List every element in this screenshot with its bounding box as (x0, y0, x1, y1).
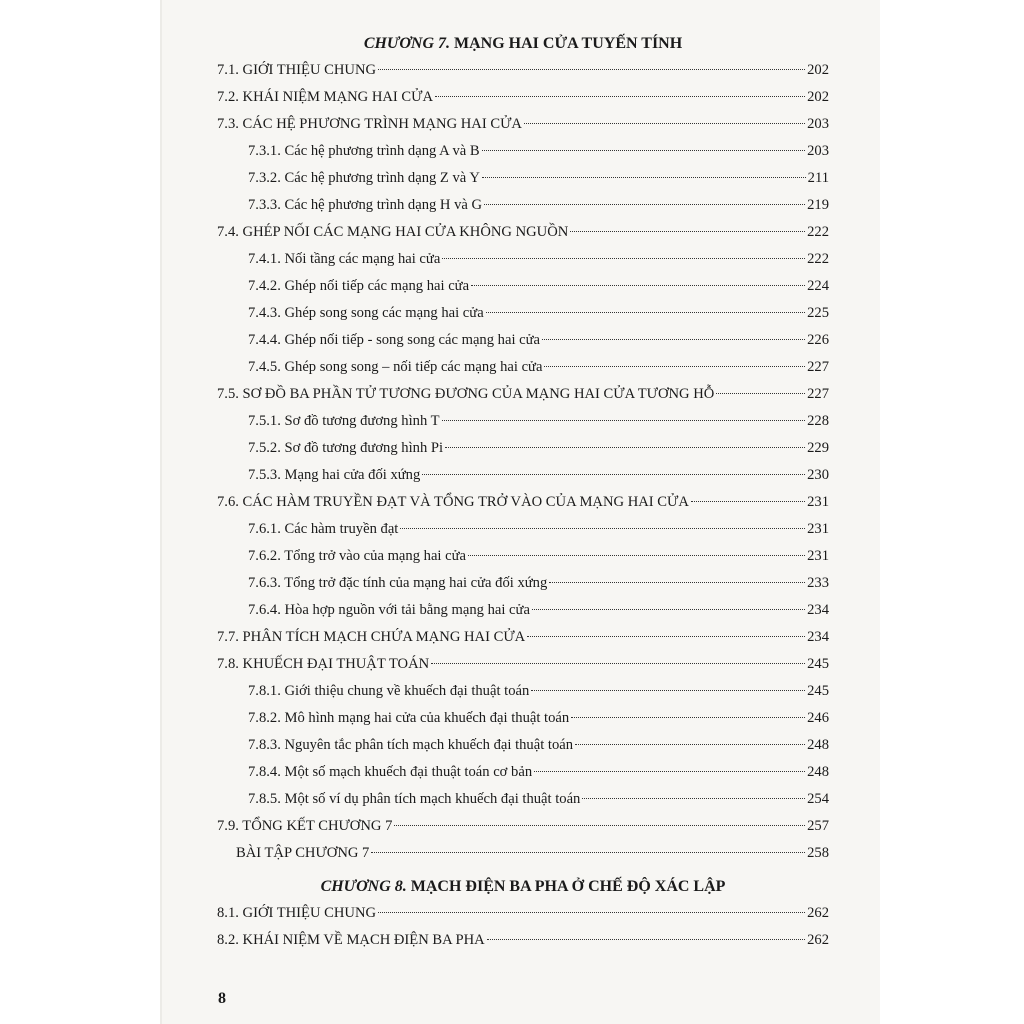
entry-title: 7.6. CÁC HÀM TRUYỀN ĐẠT VÀ TỔNG TRỞ VÀO CỦA MẠNG HAI CỬA (217, 494, 689, 510)
dot-leader (400, 528, 805, 529)
dot-leader (532, 609, 805, 610)
toc-subentry (217, 678, 829, 705)
entry-title: 7.4.5. Ghép song song – nối tiếp các mạng hai cửa (248, 359, 543, 375)
dot-leader (471, 285, 805, 286)
entry-page: 262 (807, 905, 829, 921)
entry-title: 7.8.1. Giới thiệu chung về khuếch đại thuật toán (248, 683, 530, 699)
dot-leader (484, 204, 805, 205)
entry-title: 7.8.5. Một số ví dụ phân tích mạch khuếch đại thuật toán (248, 791, 581, 807)
toc-subentry (217, 570, 829, 597)
entry-title: 7.8. KHUẾCH ĐẠI THUẬT TOÁN (217, 656, 430, 672)
entry-page: 258 (807, 845, 829, 861)
dot-leader (442, 258, 805, 259)
dot-leader (527, 636, 805, 637)
dot-leader (549, 582, 805, 583)
entry-title: 7.2. KHÁI NIỆM MẠNG HAI CỬA (217, 89, 434, 105)
entry-title: 8.2. KHÁI NIỆM VỀ MẠCH ĐIỆN BA PHA (217, 932, 485, 948)
toc-subentry (217, 327, 829, 354)
entry-title: 7.6.2. Tổng trở vào của mạng hai cửa (248, 548, 466, 564)
entry-title: 7.6.3. Tổng trở đặc tính của mạng hai cửa đối xứng (248, 575, 548, 591)
chapter-title: MẠCH ĐIỆN BA PHA Ở CHẾ ĐỘ XÁC LẬP (406, 878, 726, 895)
dot-leader (487, 939, 805, 940)
dot-leader (582, 798, 805, 799)
chapter-title: MẠNG HAI CỬA TUYẾN TÍNH (450, 35, 683, 52)
toc-subentry (217, 786, 829, 813)
entry-title: 7.8.2. Mô hình mạng hai cửa của khuếch đại thuật toán (248, 710, 570, 726)
entry-title: 7.6.4. Hòa hợp nguồn với tải bằng mạng hai cửa (248, 602, 530, 618)
entry-title: 7.4.1. Nối tầng các mạng hai cửa (248, 251, 441, 267)
dot-leader (531, 690, 805, 691)
chapter-label: CHƯƠNG 8. (320, 878, 407, 895)
dot-leader (544, 366, 805, 367)
entry-title: 7.5. SƠ ĐỒ BA PHẦN TỬ TƯƠNG ĐƯƠNG CỦA MẠNG HAI CỬA TƯƠNG HỖ (217, 386, 715, 402)
entry-page: 257 (807, 818, 829, 834)
toc-subentry (217, 516, 829, 543)
entry-page: 248 (807, 764, 829, 780)
entry-title: 8.1. GIỚI THIỆU CHUNG (217, 905, 377, 921)
toc-subentry (217, 354, 829, 381)
entry-page: 245 (807, 683, 829, 699)
dot-leader (691, 501, 805, 502)
entry-title: 7.6.1. Các hàm truyền đạt (248, 521, 399, 537)
toc-subentry (217, 597, 829, 624)
dot-leader (431, 663, 805, 664)
entry-title: 7.4.4. Ghép nối tiếp - song song các mạng hai cửa (248, 332, 541, 348)
toc-subentry (217, 543, 829, 570)
toc-entry (217, 381, 829, 408)
entry-page: 246 (807, 710, 829, 726)
toc-entry (217, 57, 829, 84)
entry-title: 7.8.4. Một số mạch khuếch đại thuật toán cơ bản (248, 764, 533, 780)
chapter-heading (217, 873, 829, 900)
dot-leader (486, 312, 805, 313)
dot-leader (716, 393, 805, 394)
dot-leader (482, 150, 805, 151)
entry-page: 233 (807, 575, 829, 591)
dot-leader (435, 96, 805, 97)
entry-page: 234 (807, 602, 829, 618)
entry-page: 231 (807, 548, 829, 564)
entry-title: 7.5.3. Mạng hai cửa đối xứng (248, 467, 421, 483)
entry-page: 203 (807, 143, 829, 159)
toc-entry (217, 813, 829, 840)
entry-page: 227 (807, 386, 829, 402)
entry-title: BÀI TẬP CHƯƠNG 7 (236, 845, 370, 861)
dot-leader (422, 474, 805, 475)
entry-page: 219 (807, 197, 829, 213)
page-number: 8 (218, 990, 226, 1007)
toc-subentry (217, 138, 829, 165)
entry-page: 231 (807, 494, 829, 510)
dot-leader (394, 825, 805, 826)
entry-page: 222 (807, 224, 829, 240)
dot-leader (534, 771, 805, 772)
toc-entry (217, 219, 829, 246)
entry-page: 231 (807, 521, 829, 537)
entry-page: 229 (807, 440, 829, 456)
dot-leader (571, 717, 805, 718)
entry-title: 7.8.3. Nguyên tắc phân tích mạch khuếch đại thuật toán (248, 737, 574, 753)
entry-page: 222 (807, 251, 829, 267)
toc-subentry (217, 732, 829, 759)
page-edge (160, 0, 162, 1024)
entry-title: 7.4.3. Ghép song song các mạng hai cửa (248, 305, 484, 321)
entry-page: 211 (807, 170, 829, 186)
toc-subentry (217, 192, 829, 219)
entry-page: 202 (807, 62, 829, 78)
entry-title: 7.5.2. Sơ đồ tương đương hình Pi (248, 440, 444, 456)
entry-title: 7.3.2. Các hệ phương trình dạng Z và Y (248, 170, 480, 186)
entry-page: 245 (807, 656, 829, 672)
toc-subentry (217, 759, 829, 786)
chapter-label: CHƯƠNG 7. (363, 35, 450, 52)
table-of-contents (217, 30, 829, 954)
entry-title: 7.3.3. Các hệ phương trình dạng H và G (248, 197, 483, 213)
toc-entry (217, 840, 829, 867)
entry-page: 202 (807, 89, 829, 105)
entry-title: 7.4.2. Ghép nối tiếp các mạng hai cửa (248, 278, 470, 294)
entry-title: 7.9. TỔNG KẾT CHƯƠNG 7 (217, 818, 393, 834)
entry-page: 226 (807, 332, 829, 348)
toc-entry (217, 489, 829, 516)
toc-subentry (217, 462, 829, 489)
entry-page: 230 (807, 467, 829, 483)
entry-title: 7.3.1. Các hệ phương trình dạng A và B (248, 143, 480, 159)
dot-leader (442, 420, 806, 421)
toc-entry (217, 927, 829, 954)
entry-page: 225 (807, 305, 829, 321)
dot-leader (378, 912, 805, 913)
entry-page: 262 (807, 932, 829, 948)
entry-title: 7.7. PHÂN TÍCH MẠCH CHỨA MẠNG HAI CỬA (217, 629, 526, 645)
entry-page: 248 (807, 737, 829, 753)
entry-page: 224 (807, 278, 829, 294)
toc-entry (217, 651, 829, 678)
dot-leader (468, 555, 805, 556)
entry-page: 234 (807, 629, 829, 645)
dot-leader (378, 69, 805, 70)
dot-leader (371, 852, 805, 853)
chapter-heading (217, 30, 829, 57)
dot-leader (445, 447, 805, 448)
dot-leader (524, 123, 805, 124)
dot-leader (542, 339, 805, 340)
dot-leader (482, 177, 806, 178)
entry-page: 203 (807, 116, 829, 132)
toc-entry (217, 111, 829, 138)
dot-leader (570, 231, 805, 232)
toc-subentry (217, 408, 829, 435)
entry-title: 7.4. GHÉP NỐI CÁC MẠNG HAI CỬA KHÔNG NGUỒN (217, 224, 569, 240)
toc-subentry (217, 273, 829, 300)
dot-leader (575, 744, 805, 745)
entry-page: 227 (807, 359, 829, 375)
entry-title: 7.5.1. Sơ đồ tương đương hình T (248, 413, 440, 429)
entry-page: 254 (807, 791, 829, 807)
toc-subentry (217, 246, 829, 273)
entry-title: 7.3. CÁC HỆ PHƯƠNG TRÌNH MẠNG HAI CỬA (217, 116, 522, 132)
entry-page: 228 (807, 413, 829, 429)
toc-subentry (217, 300, 829, 327)
entry-title: 7.1. GIỚI THIỆU CHUNG (217, 62, 377, 78)
toc-subentry (217, 435, 829, 462)
toc-entry (217, 900, 829, 927)
toc-subentry (217, 165, 829, 192)
toc-subentry (217, 705, 829, 732)
toc-entry (217, 84, 829, 111)
toc-entry (217, 624, 829, 651)
